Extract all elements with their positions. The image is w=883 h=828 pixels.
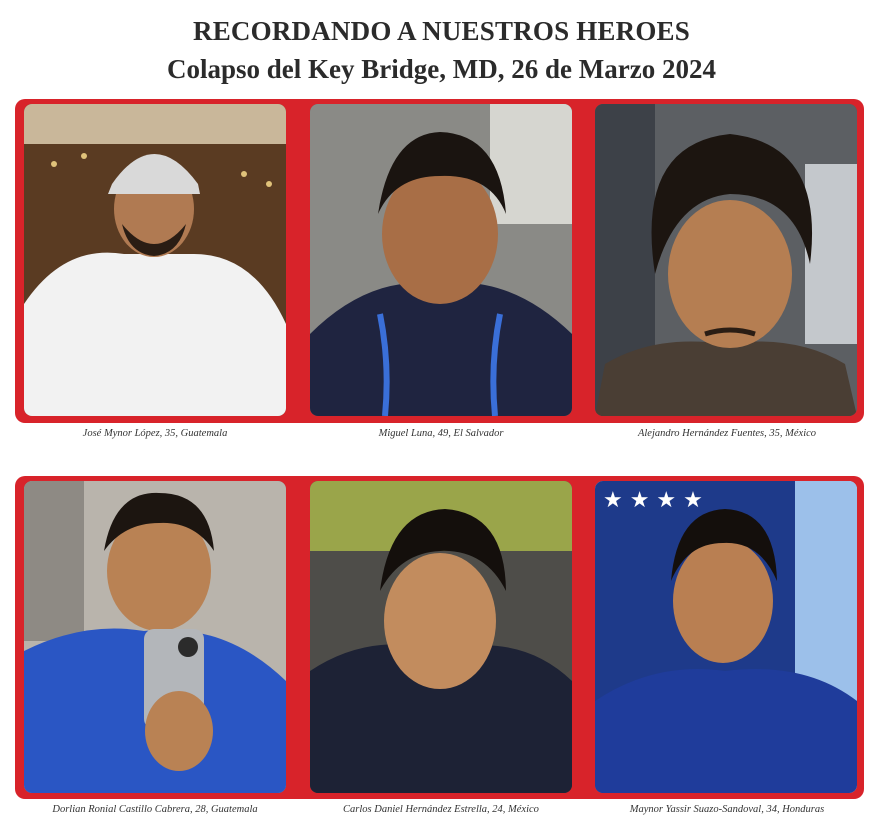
page-subtitle: Colapso del Key Bridge, MD, 26 de Marzo 2024 [167, 54, 716, 84]
caption-3: Alejandro Hernández Fuentes, 35, México [637, 428, 817, 439]
portrait-photo-1 [24, 104, 286, 416]
caption-2: Miguel Luna, 49, El Salvador [378, 428, 504, 439]
portrait-photo-5 [310, 481, 572, 793]
caption-1: José Mynor López, 35, Guatemala [82, 428, 228, 439]
caption-5: Carlos Daniel Hernández Estrella, 24, México [343, 804, 539, 815]
page-title: RECORDANDO A NUESTROS HEROES [193, 16, 690, 46]
portrait-photo-4 [24, 481, 286, 793]
svg-text:★ ★ ★ ★: ★ ★ ★ ★ [603, 488, 703, 513]
portrait-photo-2 [310, 104, 572, 416]
caption-6: Maynor Yassir Suazo-Sandoval, 34, Honduras [629, 804, 825, 815]
portrait-photo-3 [595, 104, 857, 416]
caption-4: Dorlian Ronial Castillo Cabrera, 28, Guatemala [52, 804, 258, 815]
portrait-photo-6 [595, 481, 857, 793]
page-header [0, 14, 883, 86]
